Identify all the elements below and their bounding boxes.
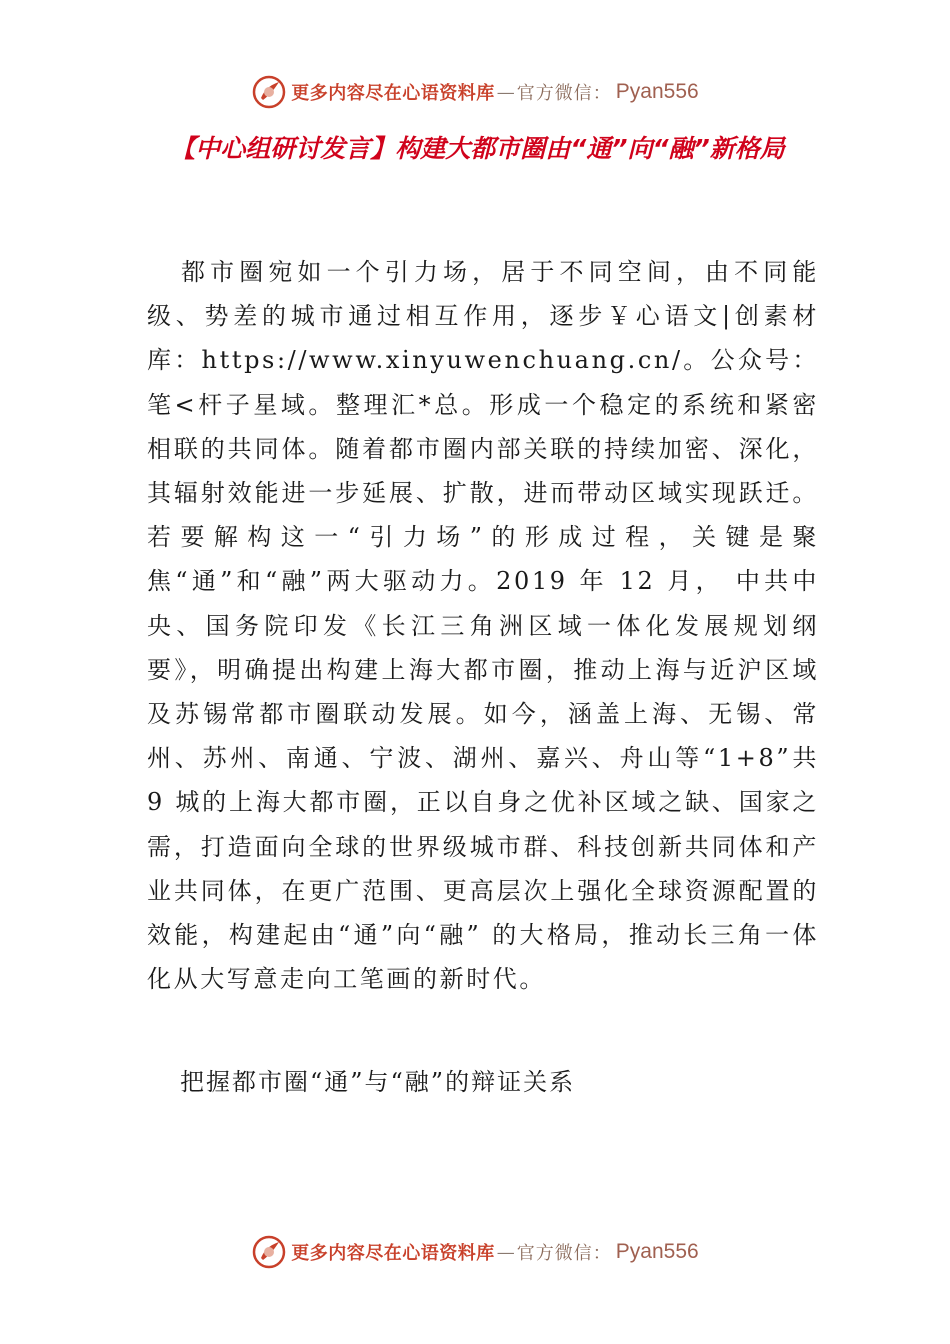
banner-separator: — <box>496 81 515 103</box>
banner-wechat-label: 官方微信： <box>516 1243 612 1264</box>
banner-wechat-id: Pyan556 <box>615 80 699 103</box>
banner-wechat-id: Pyan556 <box>615 1240 699 1263</box>
banner-separator: — <box>496 1241 515 1263</box>
banner-site-name: 更多内容尽在心语资料库 <box>291 83 495 104</box>
document-title: 【中心组研讨发言】构建大都市圈由“通”向“融”新格局 <box>170 134 785 163</box>
footer-banner <box>0 1232 950 1272</box>
header-banner <box>0 72 950 112</box>
section-subheading: 把握都市圈“通”与“融”的辩证关系 <box>180 1068 576 1096</box>
logo-icon <box>251 74 287 110</box>
banner-site-name: 更多内容尽在心语资料库 <box>291 1243 495 1264</box>
body-paragraph: 都市圈宛如一个引力场，居于不同空间，由不同能级、势差的城市通过相互作用，逐步￥心语文|创素材库：https://www.xinyuwenchuang.cn/。公众号：笔<杆子星域。整理汇*总。形成一个稳定的系统和紧密相联的共同体。随着都市圈内部关联的持续加密、深化，其辐射效能进一步延展、扩散，进而带动区域实现跃迁。若要解构这一“引力场”的形成过程，关键是聚焦“通”和“融”两大驱动力。2019 年 12 月， 中共中央、国务院印发《长江三角洲区域一体化发展规划纲要》，明确提出构建上海大都市圈，推动上海与近沪区域及苏锡常都市圈联动发展。如今，涵盖上海、无锡、常州、苏州、南通、宁波、湖州、嘉兴、舟山等“1+8”共 9 城的上海大都市圈，正以自身之优补区域之缺、国家之需，打造面向全球的世界级城市群、科技创新共同体和产业共同体，在更广范围、更高层次上强化全球资源配置的效能，构建起由“通”向“融” 的大格局，推动长三角一体化从大写意走向工笔画的新时代。 <box>147 258 819 994</box>
logo-icon <box>251 1234 287 1270</box>
banner-wechat-label: 官方微信： <box>516 83 612 104</box>
